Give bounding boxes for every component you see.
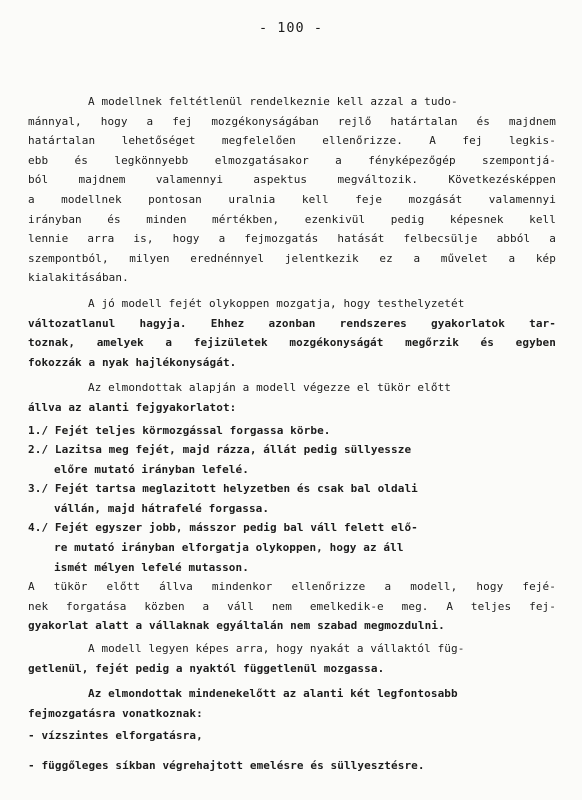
text-line: ebb és legkönnyebb elmozgatásakor a fényképezőgép szempontjá- (28, 153, 556, 167)
text-line: változatlanul hagyja. Ehhez azonban rendszeres gyakorlatok tar- (28, 316, 556, 330)
text-line: getlenül, fejét pedig a nyaktól függetlenül mozgassa. (28, 661, 385, 675)
text-line: kialakitásában. (28, 271, 129, 285)
list-item: 2./ Lazitsa meg fejét, majd rázza, állát pedig süllyessze (28, 443, 412, 457)
list-item-continuation: re mutató irányban elforgatja olykoppen, hogy az áll (54, 541, 404, 555)
list-item-continuation: ismét mélyen lefelé mutasson. (54, 560, 249, 574)
text-line: toznak, amelyek a fejizületek mozgékonyságát megőrzik és egyben (28, 336, 556, 350)
text-line: irányban és minden mértékben, ezenkivül pedig képesnek kell (28, 212, 556, 226)
text-line: fokozzák a nyak hajlékonyságát. (28, 355, 237, 369)
list-item-continuation: előre mutató irányban lefelé. (54, 462, 249, 476)
text-line: A modellnek feltétlenül rendelkeznie kell azzal a tudo- (88, 95, 458, 108)
list-item-continuation: vállán, majd hátrafelé forgassa. (54, 501, 270, 515)
text-line: szempontból, milyen erednénnyel jelentkezik ez a művelet a kép (28, 251, 556, 265)
text-line: gyakorlat alatt a vállaknak egyáltalán nem szabad megmozdulni. (28, 619, 445, 633)
text-line: A tükör előtt állva mindenkor ellenőrizze a modell, hogy fejé- (28, 580, 556, 594)
bullet-item: - függőleges síkban végrehajtott emelésre és süllyesztésre. (28, 759, 425, 772)
text-line: lennie arra is, hogy a fejmozgatás hatását felbecsülje abból a (28, 232, 556, 246)
text-line: Az elmondottak mindenekelőtt az alanti két legfontosabb (88, 687, 458, 701)
list-item: 4./ Fejét egyszer jobb, másszor pedig bal váll felett elő- (28, 521, 418, 535)
bullet-item: - vízszintes elforgatásra, (28, 729, 203, 743)
list-item: 1./ Fejét teljes körmozgással forgassa körbe. (28, 423, 331, 437)
text-line: fejmozgatásra vonatkoznak: (28, 706, 203, 720)
text-line: ból majdnem valamennyi aspektus megváltozik. Következésképpen (28, 173, 556, 187)
text-line: határtalan lehetőséget megfelelően ellenőrizze. A fej legkis- (28, 134, 556, 148)
text-line: Az elmondottak alapján a modell végezze el tükör előtt (88, 381, 452, 395)
page-number: - 100 - (259, 20, 323, 36)
text-line: nek forgatása közben a váll nem emelkedik-e meg. A teljes fej- (28, 599, 556, 613)
text-line: mánnyal, hogy a fej mozgékonyságában rejlő határtalan és majdnem (28, 114, 556, 128)
list-item: 3./ Fejét tartsa meglazitott helyzetben és csak bal oldali (28, 482, 418, 496)
text-line: A modell legyen képes arra, hogy nyakát a vállaktól füg- (88, 642, 465, 656)
body-text (28, 92, 556, 776)
text-line: állva az alanti fejgyakorlatot: (28, 400, 237, 414)
text-line: A jó modell fejét olykoppen mozgatja, hogy testhelyzetét (88, 296, 465, 310)
text-line: a modellnek pontosan uralnia kell feje mozgását valamennyi (28, 192, 556, 206)
